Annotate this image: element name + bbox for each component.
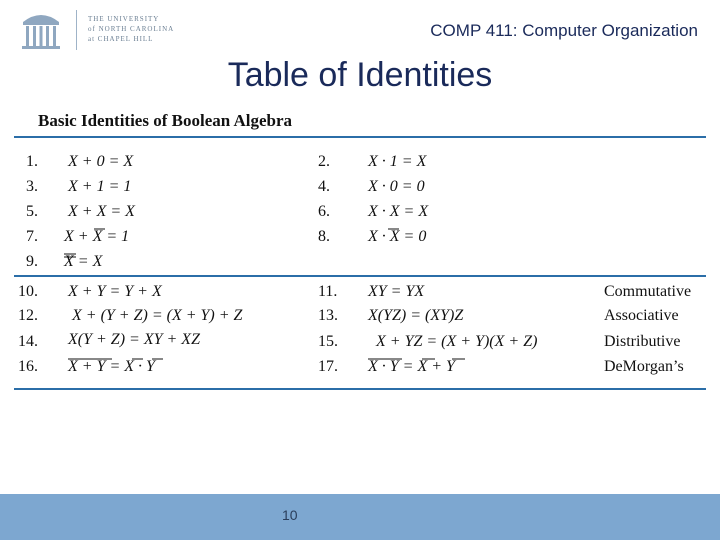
identity-expression: X · 0 = 0	[368, 178, 425, 195]
row-number: 2.	[318, 153, 330, 170]
identity-expression: X + X = 1	[64, 228, 130, 245]
wordmark-line-3: at CHAPEL HILL	[88, 35, 154, 43]
row-number: 4.	[318, 178, 330, 195]
row-number: 10.	[18, 283, 38, 300]
slide-title: Table of Identities	[227, 56, 493, 94]
identity-expression: X + (Y + Z) = (X + Y) + Z	[72, 307, 243, 324]
identity-expression: X · Y = X + Y	[368, 358, 455, 375]
row-number: 17.	[318, 358, 338, 375]
row-number: 12.	[18, 307, 38, 324]
course-title: COMP 411: Computer Organization	[430, 21, 698, 40]
law-label-distributive: Distributive	[604, 333, 681, 350]
law-label-commutative: Commutative	[604, 283, 692, 300]
identity-expression: X(Y + Z) = XY + XZ	[68, 331, 200, 348]
law-label-demorgan: DeMorgan’s	[604, 358, 684, 375]
row-number: 5.	[26, 203, 38, 220]
law-label-associative: Associative	[604, 307, 679, 324]
row-number: 14.	[18, 333, 38, 350]
row-number: 11.	[318, 283, 338, 300]
row-number: 8.	[318, 228, 330, 245]
row-number: 16.	[18, 358, 38, 375]
row-number: 3.	[26, 178, 38, 195]
wordmark-line-2: of NORTH CAROLINA	[88, 25, 175, 33]
identity-expression: X = X	[64, 253, 103, 270]
table-title: Basic Identities of Boolean Algebra	[38, 111, 293, 130]
page-number: 10	[282, 507, 298, 523]
identity-expression: XY = YX	[368, 283, 425, 300]
row-number: 6.	[318, 203, 330, 220]
row-number: 13.	[318, 307, 338, 324]
wordmark-line-1: THE UNIVERSITY	[88, 15, 160, 23]
identity-expression: X · X = 0	[368, 228, 427, 245]
identity-expression: X · X = X	[368, 203, 429, 220]
identity-expression: X + 1 = 1	[68, 178, 132, 195]
row-number: 1.	[26, 153, 38, 170]
identity-expression: X + Y = Y + X	[68, 283, 162, 300]
row-number: 7.	[26, 228, 38, 245]
identity-expression: X(YZ) = (XY)Z	[368, 307, 464, 324]
identity-expression: X + 0 = X	[68, 153, 134, 170]
identity-expression: X · 1 = X	[368, 153, 427, 170]
identity-expression: X + Y = X · Y	[68, 358, 155, 375]
footer-bar	[0, 494, 720, 540]
row-number: 9.	[26, 253, 38, 270]
row-number: 15.	[318, 333, 338, 350]
identity-expression: X + X = X	[68, 203, 135, 220]
identity-expression: X + YZ = (X + Y)(X + Z)	[376, 333, 538, 350]
